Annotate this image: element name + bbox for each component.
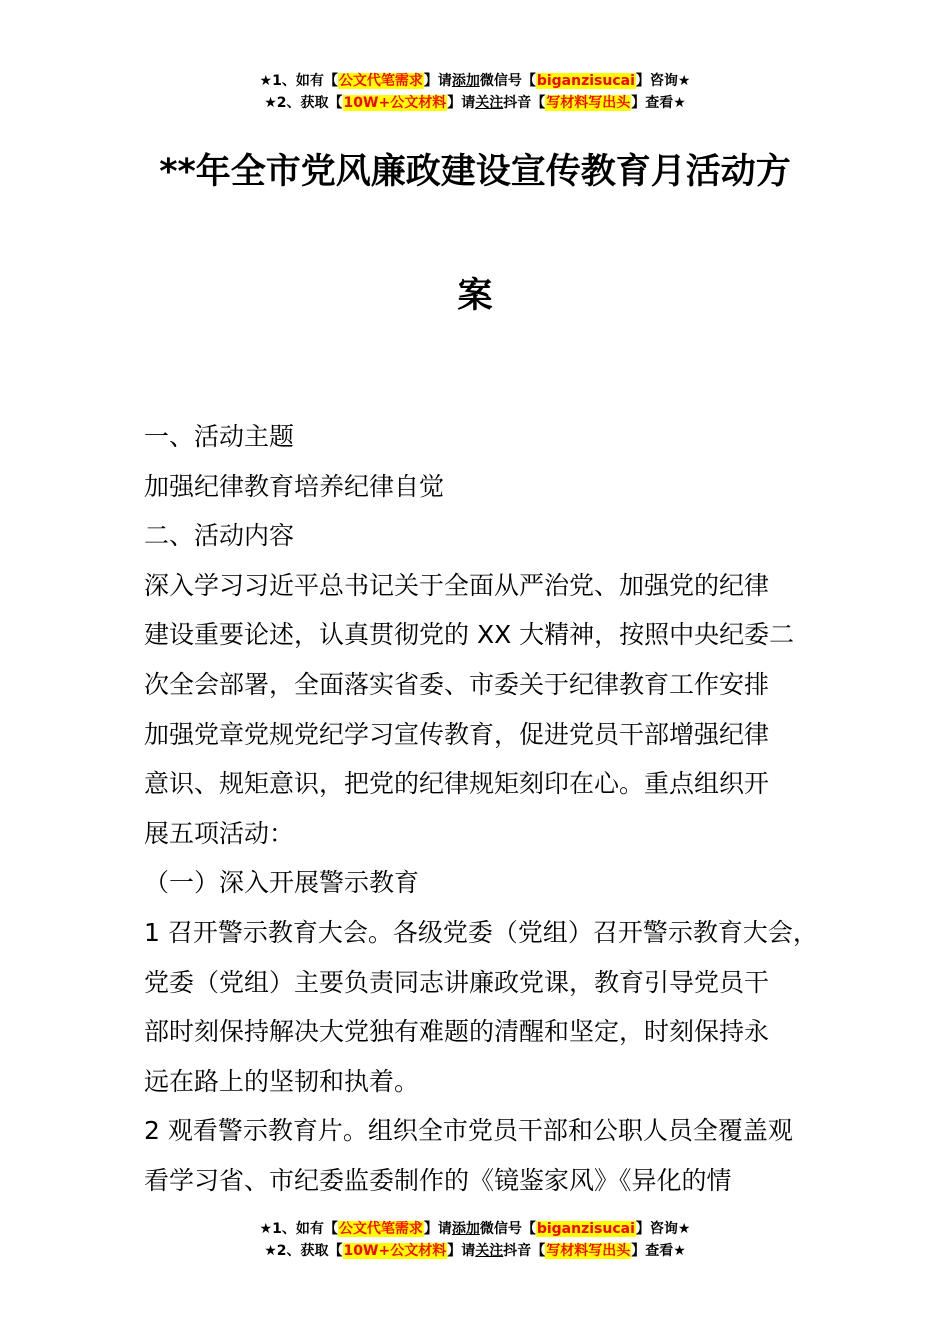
promo-highlight: 公文代笔需求 — [338, 1221, 423, 1237]
document-body — [144, 412, 844, 1206]
star-icon: ★ — [259, 73, 273, 89]
promo-line-2: ★2、获取【10W+公文材料】请关注抖音【写材料写出头】查看★ — [264, 95, 686, 111]
body-line: 看学习省、市纪委监委制作的《镜鉴家风》《异化的情 — [144, 1165, 732, 1195]
body-line: 建设重要论述，认真贯彻党的 XX 大精神，按照中央纪委二 — [144, 620, 795, 650]
promo-highlight: 10W+公文材料 — [343, 95, 447, 111]
star-icon: ★ — [259, 1221, 273, 1237]
star-icon: ★ — [673, 1243, 686, 1259]
promo-highlight: 公文代笔需求 — [338, 73, 423, 89]
body-line: 部时刻保持解决大党独有难题的清醒和坚定，时刻保持永 — [144, 1017, 770, 1047]
body-line: 意识、规矩意识，把党的纪律规矩刻印在心。重点组织开 — [144, 769, 770, 799]
section-heading: 一、活动主题 — [144, 422, 295, 451]
promo-header — [0, 70, 950, 114]
document-title-line-2: 案 — [457, 276, 493, 316]
promo-douyin-id: 写材料写出头 — [546, 95, 631, 111]
star-icon: ★ — [677, 1221, 691, 1237]
promo-line-2: ★2、获取【10W+公文材料】请关注抖音【写材料写出头】查看★ — [264, 1243, 686, 1259]
promo-wechat-id: biganzisucai — [536, 73, 635, 89]
body-line: 加强纪律教育培养纪律自觉 — [144, 471, 445, 501]
subsection-heading: （一）深入开展警示教育 — [144, 868, 420, 898]
document-title-line-1: **年全市党风廉政建设宣传教育月活动方 — [159, 152, 791, 192]
promo-douyin-id: 写材料写出头 — [546, 1243, 631, 1259]
body-line: 1 召开警示教育大会。各级党委（党组）召开警示教育大会， — [144, 917, 818, 947]
body-line: 加强党章党规党纪学习宣传教育，促进党员干部增强纪律 — [144, 719, 770, 749]
star-icon: ★ — [264, 95, 277, 111]
promo-line-1: ★1、如有【公文代笔需求】请添加微信号【biganzisucai】咨询★ — [259, 1221, 691, 1237]
body-line: 2 观看警示教育片。组织全市党员干部和公职人员全覆盖观 — [144, 1116, 793, 1146]
body-line: 展五项活动： — [144, 818, 295, 848]
promo-wechat-id: biganzisucai — [536, 1221, 635, 1237]
star-icon: ★ — [673, 95, 686, 111]
body-line: 党委（党组）主要负责同志讲廉政党课，教育引导党员干 — [144, 967, 770, 997]
star-icon: ★ — [264, 1243, 277, 1259]
promo-line-1: ★1、如有【公文代笔需求】请添加微信号【biganzisucai】咨询★ — [259, 73, 691, 89]
promo-footer — [0, 1218, 950, 1262]
body-line: 深入学习习近平总书记关于全面从严治党、加强党的纪律 — [144, 570, 770, 600]
body-line: 次全会部署，全面落实省委、市委关于纪律教育工作安排 — [144, 669, 770, 699]
star-icon: ★ — [677, 73, 691, 89]
promo-highlight: 10W+公文材料 — [343, 1243, 447, 1259]
section-heading: 二、活动内容 — [144, 521, 295, 551]
body-line: 远在路上的坚韧和执着。 — [144, 1066, 420, 1096]
